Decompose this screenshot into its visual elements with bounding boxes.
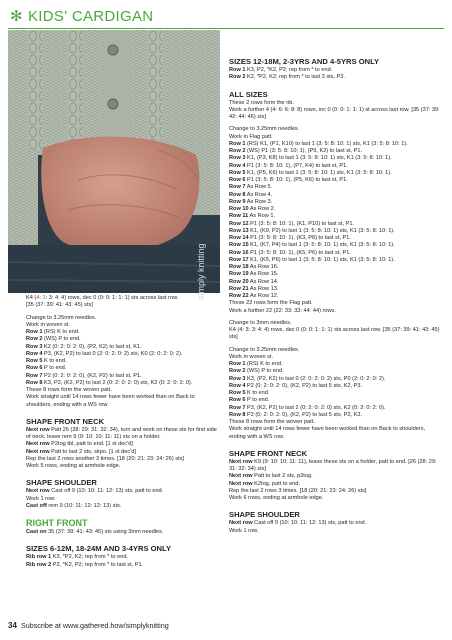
paragraph: Work straight until 14 rows fewer have been worked than on Back to shoulders, ending with a WS row.: [26, 394, 195, 408]
snowflake-icon: ✻: [10, 7, 23, 25]
paragraph: Change to 3.25mm needles.: [26, 314, 97, 321]
paragraph: Row 2 (WS) P1 (3: 5: 8: 10: 1), (P9, K2) to last st, P1.: [229, 148, 363, 154]
paragraph: Row 16 P1 (3: 5: 8: 10: 1), (K5, P6) to last st, P1.: [229, 249, 351, 256]
paragraph: Row 8 As Row 4.: [229, 191, 273, 198]
paragraph: Row 4 P3, (K2, P2) to last 0 (2: 0: 2: 0: 2) sts, K0 (2: 0: 2: 0: 2).: [26, 350, 183, 357]
paragraph: Row 15 K1, (K7, P4) to last 1 (3: 5: 8: 10: 1) sts, K1 (3: 5: 8: 10: 1).: [229, 242, 395, 249]
paragraph: Change to 3.25mm needles.: [229, 346, 300, 353]
paragraph: Next row P2tog tbl, patt to end. [1 st dec'd]: [26, 441, 133, 448]
paragraph: Row 9 As Row 3.: [229, 198, 273, 205]
knitted-cardigan-photo: [8, 30, 220, 293]
paragraph: Row 1 (RS) K1, (P1, K10) to last 1 (3: 5: 8: 10: 1) sts, K1 (3: 5: 8: 10: 1).: [229, 140, 408, 147]
paragraph: Row 13 K1, (K9, P2) to last 1 (3: 5: 8: 10: 1) sts, K1 (3: 5: 8: 10: 1).: [229, 227, 395, 234]
paragraph: Row 4 P2 (0: 2: 0: 2: 0), (K2, P2) to last 5 sts, K2, P3.: [229, 382, 363, 389]
paragraph: Row 2 K2, *P2, K2; rep from * to last 3 sts, P3.: [229, 74, 345, 81]
paragraph: Cast off rem 9 (10: 11: 12: 12: 13) sts.: [26, 502, 122, 509]
paragraph: Row 5 K to end.: [229, 390, 270, 396]
paragraph: Change to 3mm needles.: [229, 319, 292, 326]
section-title: KIDS' CARDIGAN: [28, 8, 154, 25]
paragraph: K4 (4: 3: 3: 4: 4) rows, dec 0 (0: 0: 1: 1: 1) sts across last row.: [26, 295, 179, 301]
heading-sizes: SIZES 12-18M, 2-3YRS AND 4-5YRS ONLY: [229, 57, 380, 66]
paragraph: Row 12 P1 (3: 5: 8: 10: 1), (K1, P10) to last st, P1.: [229, 220, 354, 227]
paragraph: Row 6 P to end.: [229, 397, 270, 404]
paragraph: Next row K2tog, patt to end.: [229, 480, 300, 487]
paragraph: Row 4 P1 (3: 5: 8: 10: 1), (P7, K4) to last st, P1.: [229, 162, 348, 169]
heading-all-sizes: ALL SIZES: [229, 89, 268, 99]
heading-shape-front-neck: SHAPE FRONT NECK: [26, 416, 105, 426]
heading-shape-shoulder: SHAPE SHOULDER: [26, 478, 97, 488]
paragraph: Rep the last 2 rows 3 times. [18 (20: 21: 23: 24: 26) sts]: [229, 487, 367, 494]
paragraph: Next row Patt to last 2 sts, p2tog.: [229, 473, 313, 480]
paragraph: These 8 rows form the woven patt.: [229, 419, 315, 425]
paragraph: Row 5 K1, (P5, K6) to last 1 (3: 5: 8: 10: 1) sts, K1 (3: 5: 8: 10: 1).: [229, 169, 392, 176]
page-header: [8, 6, 444, 30]
paragraph: Work 1 row.: [229, 527, 259, 534]
paragraph: Row 2 (WS) P to end.: [229, 368, 284, 375]
paragraph: These 2 rows form the rib.: [229, 99, 294, 106]
paragraph: Row 7 As Row 5.: [229, 184, 273, 191]
paragraph: Work in Flag patt.: [229, 133, 273, 140]
paragraph: Row 3 K2 (0: 2: 0: 2: 0), (P2, K2) to last st, K1.: [26, 343, 142, 350]
heading-sizes: SIZES 6-12M, 18-24M AND 3-4YRS ONLY: [26, 544, 172, 554]
page-footer: [8, 621, 169, 631]
paragraph: Row 22 As Row 12.: [229, 293, 279, 299]
paragraph: These 22 rows form the Flag patt.: [229, 300, 313, 307]
paragraph: Work 1 row.: [26, 495, 56, 502]
paragraph: Row 3 K1, (P3, K8) to last 1 (3: 5: 8: 10: 1) sts, K1 (3: 5: 8: 10: 1).: [229, 155, 392, 162]
header-rule: [8, 28, 444, 29]
paragraph: Row 3 K3, (P2, K2) to last 0 (2: 0: 2: 0: 2) sts, P0 (2: 0: 2: 0: 2).: [229, 375, 386, 382]
paragraph: Row 7 P3, (K2, P2) to last 2 (0: 2: 0: 2: 0) sts, K2 (0: 2: 0: 2: 0).: [229, 404, 386, 411]
paragraph: Work in woven st.: [229, 353, 274, 360]
paragraph: Row 1 K3, P2, *K2, P2; rep from * to end.: [229, 67, 333, 73]
paragraph: K4 (4: 3: 3: 4: 4) rows, dec 0 (0: 0: 1: 1: 1) sts across last row. [35 (37: 39: 41: 43: 45) sts]: [229, 327, 440, 341]
paragraph: Row 5 K to end.: [26, 358, 67, 364]
paragraph: These 8 rows form the woven patt.: [26, 387, 112, 393]
paragraph: Row 2 (WS) P to end.: [26, 336, 81, 343]
paragraph: Work 6 rows, ending at armhole edge.: [229, 495, 324, 501]
left-column: [26, 295, 221, 569]
paragraph: Cast on 35 (37: 39: 41: 43: 45) sts using 3mm needles.: [26, 529, 164, 535]
footer-text: Subscribe at www.gathered.how/simplyknitting: [20, 621, 169, 630]
heading-shape-front-neck: SHAPE FRONT NECK: [229, 448, 308, 458]
paragraph: Rep the last 2 rows another 3 times. [18 (20: 21: 23: 24: 26) sts]: [26, 455, 184, 462]
right-column: [229, 57, 441, 535]
paragraph: Row 19 As Row 15.: [229, 271, 279, 278]
paragraph: [35 (37: 39: 41: 43: 45) sts]: [26, 302, 93, 309]
paragraph: Next row Patt 26 (28: 29: 31: 32: 34), turn and work on these sts for first side of neck, leave rem 9 (9: 10: 10: 11: 11) sts on a holder.: [26, 426, 217, 440]
paragraph: Work a further 22 (22: 33: 33: 44: 44) rows.: [229, 307, 336, 314]
paragraph: Work in woven st.: [26, 321, 71, 328]
page-number: 34: [8, 621, 17, 630]
paragraph: Row 14 P1 (3: 5: 8: 10: 1), (K3, P8) to last st, P1.: [229, 235, 351, 241]
watermark: simply knitting: [196, 243, 206, 300]
paragraph: Row 11 As Row 1.: [229, 213, 276, 220]
paragraph: Row 10 As Row 2.: [229, 206, 276, 212]
paragraph: Row 18 As Row 16.: [229, 264, 279, 270]
paragraph: Row 1 (RS) K to end.: [229, 361, 283, 367]
paragraph: Row 20 As Row 14.: [229, 278, 279, 285]
paragraph: Next row Cast off 9 (10: 10: 11: 12: 13) sts, patt to end.: [26, 488, 164, 495]
paragraph: Change to 3.25mm needles.: [229, 126, 300, 133]
paragraph: Work a further 4 (4: 6: 6: 8: 8) rows, inc 0 (0: 0: 1: 1: 1) st across last row. [35 (37: 39: 42: 44: 46) sts]: [229, 106, 440, 120]
heading-shape-shoulder: SHAPE SHOULDER: [229, 510, 300, 520]
paragraph: Next row Patt to last 2 sts, skpo. [1 st dec'd]: [26, 448, 136, 455]
paragraph: Rib row 1 K3, *P2, K2; rep from * to end.: [26, 554, 128, 561]
paragraph: Row 8 K3, P2, (K2, P2) to last 2 (0: 2: 0: 2: 0) sts, K2 (0: 2: 0: 2: 0).: [26, 379, 193, 386]
heading-right-front: RIGHT FRONT: [26, 518, 88, 528]
paragraph: Row 17 K1, (K5, P6) to last 1 (3: 5: 8: 10: 1) sts, K1 (3: 5: 8: 10: 1).: [229, 256, 395, 263]
paragraph: Next row K9 (9: 10: 10: 11: 11), leave these sts on a holder, patt to end. [26 (28: 29: 31: 32: 34) sts]: [229, 458, 437, 472]
paragraph: Next row Cast off 9 (10: 10: 11: 12: 13) sts, patt to end.: [229, 520, 367, 527]
paragraph: Row 6 P1 (3: 5: 8: 10: 1), (P5, K6) to last st, P1.: [229, 177, 348, 183]
paragraph: Row 21 As Row 13.: [229, 285, 279, 292]
paragraph: Row 8 P2 (0: 2: 0: 2: 0), (K2, P2) to last 5 sts, P2, K3.: [229, 411, 363, 418]
paragraph: Row 6 P to end.: [26, 365, 67, 372]
paragraph: Row 7 P2 (0: 2: 0: 2: 0), (K2, P2) to last st, P1.: [26, 372, 142, 379]
paragraph: Row 1 (RS) K to end.: [26, 329, 80, 335]
paragraph: Rib row 2 P2, *K2, P2; rep from * to last st, P1.: [26, 561, 144, 568]
paragraph: Work 5 rows, ending at armhole edge.: [26, 463, 121, 469]
paragraph: Work straight until 14 rows fewer have been worked than on Back to shoulders, ending with a WS row.: [229, 426, 426, 440]
